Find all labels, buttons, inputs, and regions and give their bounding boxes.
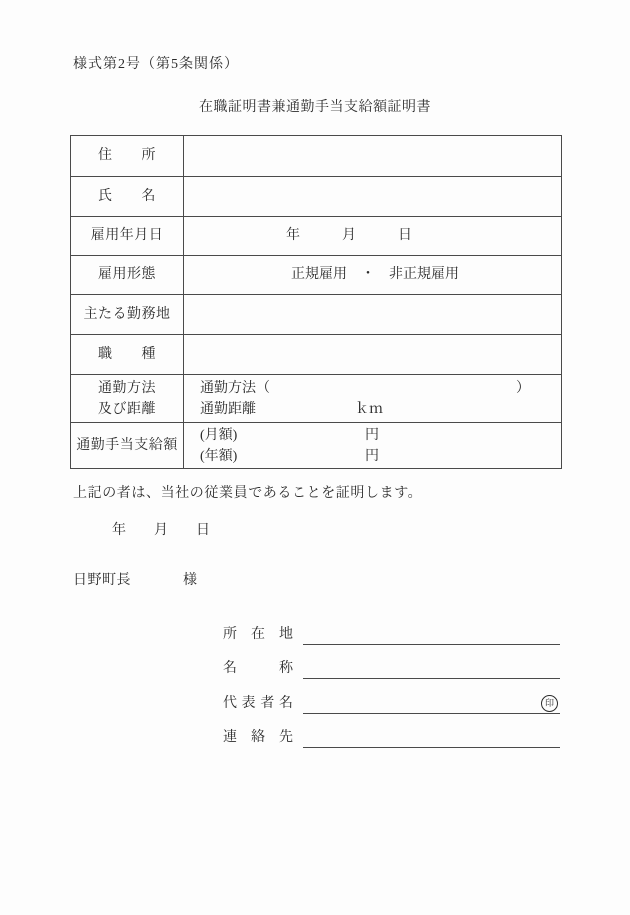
commute-distance-prefix: 通勤距離 bbox=[200, 401, 256, 417]
table-row-hire-date bbox=[71, 217, 562, 256]
table-row-address bbox=[71, 136, 562, 177]
signature-row-contact bbox=[223, 728, 560, 748]
row-label-allowance: 通勤手当支給額 bbox=[71, 423, 184, 469]
row-value-name bbox=[184, 177, 562, 217]
commute-method-line bbox=[200, 378, 561, 399]
signature-label-contact: 連絡先 bbox=[223, 730, 293, 745]
commute-method-prefix: 通勤方法（ bbox=[200, 380, 270, 396]
row-label-main-workplace: 主たる勤務地 bbox=[71, 295, 184, 335]
table-row-name bbox=[71, 177, 562, 217]
row-label-hire-date: 雇用年月日 bbox=[71, 217, 184, 256]
row-label-occupation: 職 種 bbox=[71, 335, 184, 375]
signature-row-company-name bbox=[223, 659, 560, 679]
table-row-occupation bbox=[71, 335, 562, 375]
signature-label-location: 所在地 bbox=[223, 627, 293, 642]
signature-line-company-name bbox=[303, 658, 560, 679]
commute-distance-unit: ｋｍ bbox=[355, 401, 383, 417]
table-row-employment-type bbox=[71, 256, 562, 295]
signature-line-representative bbox=[303, 693, 560, 714]
row-label-name: 氏 名 bbox=[71, 177, 184, 217]
signature-label-company-name: 名称 bbox=[223, 661, 293, 676]
certification-statement: 上記の者は、当社の従業員であることを証明します。 bbox=[73, 486, 423, 501]
commute-label-line2: 及び距離 bbox=[98, 401, 156, 417]
addressee-name: 日野町長 bbox=[73, 573, 131, 588]
signature-row-representative bbox=[223, 694, 560, 714]
signature-line-location bbox=[303, 624, 560, 645]
allowance-yearly-label: (年額) bbox=[200, 448, 238, 464]
allowance-monthly-unit: 円 bbox=[365, 427, 379, 443]
row-value-allowance bbox=[184, 423, 562, 469]
addressee-line bbox=[73, 571, 197, 591]
table-row-main-workplace bbox=[71, 295, 562, 335]
row-label-address: 住 所 bbox=[71, 136, 184, 177]
certificate-table bbox=[70, 135, 562, 469]
signature-line-contact bbox=[303, 727, 560, 748]
commute-label-line1: 通勤方法 bbox=[98, 380, 156, 396]
addressee-honorific: 様 bbox=[183, 573, 197, 588]
row-label-employment-type: 雇用形態 bbox=[71, 256, 184, 295]
commute-distance-line bbox=[200, 399, 561, 420]
row-value-main-workplace bbox=[184, 295, 562, 335]
date-line: 年 月 日 bbox=[112, 523, 210, 538]
commute-method-close-paren: ） bbox=[516, 380, 530, 396]
document-title: 在職証明書兼通勤手当支給額証明書 bbox=[199, 100, 431, 115]
row-value-commute bbox=[184, 375, 562, 423]
table-row-allowance bbox=[71, 423, 562, 469]
signature-label-representative: 代表者名 bbox=[223, 696, 293, 711]
row-value-hire-date: 年 月 日 bbox=[184, 217, 562, 256]
allowance-yearly-unit: 円 bbox=[365, 448, 379, 464]
row-value-employment-type: 正規雇用 ・ 非正規雇用 bbox=[184, 256, 562, 295]
allowance-monthly-label: (月額) bbox=[200, 427, 238, 443]
row-label-commute bbox=[71, 375, 184, 423]
allowance-yearly-line bbox=[200, 446, 561, 467]
seal-mark-icon: 印 bbox=[541, 695, 558, 712]
table-row-commute bbox=[71, 375, 562, 423]
allowance-monthly-line bbox=[200, 425, 561, 446]
form-number-note: 様式第2号（第5条関係） bbox=[73, 57, 239, 72]
signature-row-location bbox=[223, 625, 560, 645]
row-value-address bbox=[184, 136, 562, 177]
row-value-occupation bbox=[184, 335, 562, 375]
